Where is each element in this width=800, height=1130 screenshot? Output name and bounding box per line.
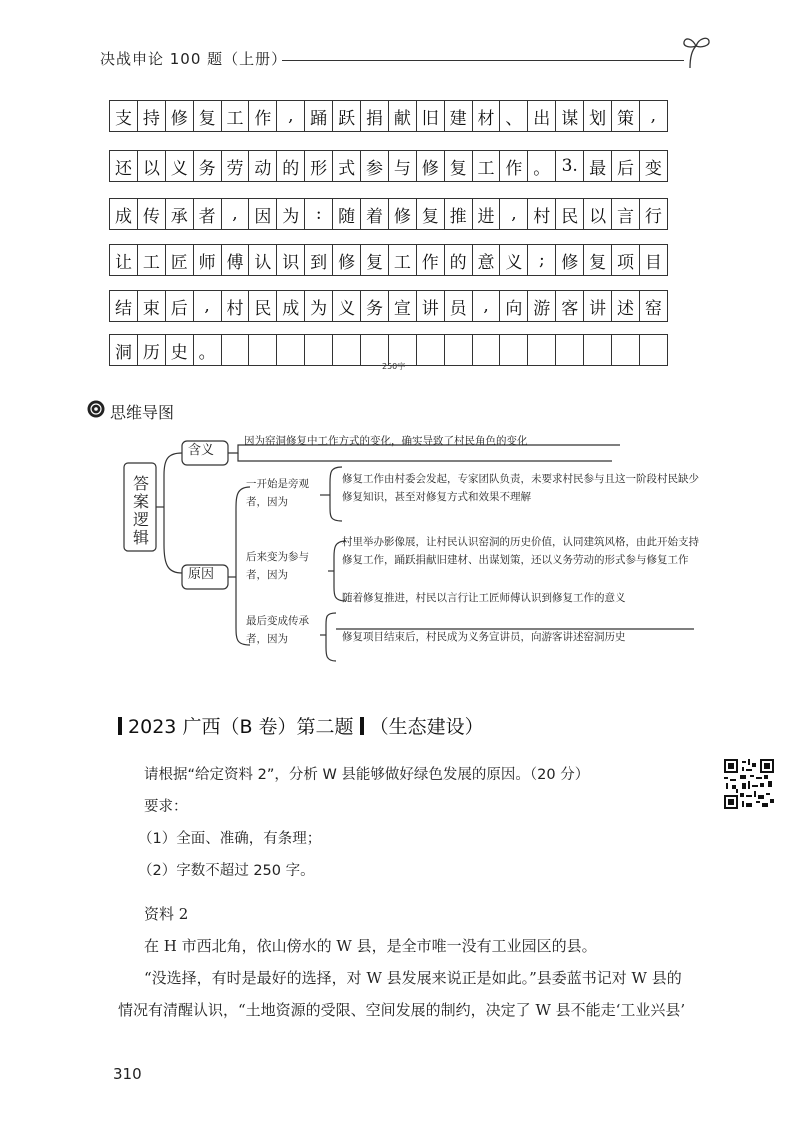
heading-bar: [360, 717, 364, 735]
grid-cell: [304, 334, 333, 366]
grid-cell: 成: [109, 198, 138, 230]
grid-cell: 作: [248, 100, 277, 132]
grid-cell: 复: [444, 150, 473, 182]
requirement-item: （1）全面、准确，有条理；: [138, 831, 322, 847]
grid-cell: 复: [193, 100, 222, 132]
grid-cell: [639, 334, 668, 366]
grid-cell: 讲: [416, 290, 445, 322]
grid-cell: [444, 334, 473, 366]
grid-cell: 的: [276, 150, 305, 182]
grid-cell: [555, 334, 584, 366]
grid-cell: 意: [472, 244, 501, 276]
grid-cell: 。: [193, 334, 222, 366]
grid-cell: ,: [193, 290, 222, 322]
grid-cell: 谋: [555, 100, 584, 132]
grid-cell: 劳: [221, 150, 250, 182]
grid-cell: 以: [137, 150, 166, 182]
reason-node: 原因: [188, 567, 215, 582]
grid-cell: 民: [248, 290, 277, 322]
grid-cell: 束: [137, 290, 166, 322]
meaning-text: 因为窑洞修复中工作方式的变化，确实导致了村民角色的变化: [244, 435, 528, 447]
stage-reason: 村里举办影像展，让村民认识窑洞的历史价值，认同建筑风格，由此开始支持修复工作，踊跃捐献旧建材、出谋划策，还以义务劳动的形式参与修复工作: [342, 536, 699, 566]
grid-cell: 让: [109, 244, 138, 276]
grid-cell: 推: [444, 198, 473, 230]
grid-cell: 工: [137, 244, 166, 276]
grid-cell: 项: [611, 244, 640, 276]
grid-cell: 目: [639, 244, 668, 276]
grid-cell: ,: [639, 100, 668, 132]
grid-cell: 传: [137, 198, 166, 230]
question-prompt: 请根据“给定资料 2”，分析 W 县能够做好绿色发展的原因。（20 分）: [144, 767, 590, 783]
grid-cell: [276, 334, 305, 366]
grid-cell: 持: [137, 100, 166, 132]
grid-cell: 划: [583, 100, 612, 132]
material-title: 资料 2: [144, 905, 189, 923]
grid-row: [109, 290, 668, 322]
grid-row: [109, 198, 668, 230]
grid-cell: 的: [444, 244, 473, 276]
flower-icon: [87, 400, 105, 418]
grid-row: [109, 244, 668, 276]
grid-cell: 史: [165, 334, 194, 366]
grid-cell: 跃: [332, 100, 361, 132]
grid-cell: 因: [248, 198, 277, 230]
grid-cell: 窑: [639, 290, 668, 322]
grid-cell: ,: [472, 290, 501, 322]
grid-cell: [611, 334, 640, 366]
grid-cell: :: [304, 198, 333, 230]
grid-cell: 客: [555, 290, 584, 322]
grid-cell: [221, 334, 250, 366]
grid-cell: 后: [611, 150, 640, 182]
grid-cell: 献: [388, 100, 417, 132]
grid-cell: 成: [276, 290, 305, 322]
meaning-node: 含义: [188, 443, 215, 458]
grid-row: [109, 100, 668, 132]
grid-cell: 村: [527, 198, 556, 230]
grid-cell: 历: [137, 334, 166, 366]
grid-cell: 行: [639, 198, 668, 230]
grid-cell: 、: [499, 100, 528, 132]
grid-cell: 宣: [388, 290, 417, 322]
grid-cell: 式: [332, 150, 361, 182]
grid-cell: 材: [472, 100, 501, 132]
grid-cell: 复: [360, 244, 389, 276]
grid-cell: 员: [444, 290, 473, 322]
grid-cell: 工: [221, 100, 250, 132]
requirements-title: 要求：: [144, 799, 188, 815]
grid-cell: 着: [360, 198, 389, 230]
grid-cell: 承: [165, 198, 194, 230]
grid-cell: 后: [165, 290, 194, 322]
grid-cell: 村: [221, 290, 250, 322]
grid-cell: 建: [444, 100, 473, 132]
grid-cell: 形: [304, 150, 333, 182]
grid-cell: 到: [304, 244, 333, 276]
grid-cell: ,: [499, 198, 528, 230]
stage-label: 后来变为参与者，因为: [246, 551, 309, 581]
grid-cell: 旧: [416, 100, 445, 132]
grid-cell: [527, 334, 556, 366]
grid-cell: 修: [165, 100, 194, 132]
grid-cell: 师: [193, 244, 222, 276]
grid-cell: [416, 334, 445, 366]
grid-cell: 务: [360, 290, 389, 322]
grid-cell: 讲: [583, 290, 612, 322]
grid-cell: 复: [583, 244, 612, 276]
grid-cell: 工: [472, 150, 501, 182]
grid-cell: ,: [276, 100, 305, 132]
grid-cell: 踊: [304, 100, 333, 132]
grid-cell: 义: [499, 244, 528, 276]
grid-cell: 。: [527, 150, 556, 182]
grid-cell: ,: [221, 198, 250, 230]
grid-cell: 为: [276, 198, 305, 230]
requirement-item: （2）字数不超过 250 字。: [138, 863, 315, 879]
grid-cell: 变: [639, 150, 668, 182]
grid-cell: [499, 334, 528, 366]
grid-cell: ;: [527, 244, 556, 276]
heading-bar: [118, 717, 122, 735]
grid-cell: 最: [583, 150, 612, 182]
question-title: 2023 广西（B 卷）第二题: [128, 716, 354, 738]
grid-cell: 认: [248, 244, 277, 276]
question-tag: （生态建设）: [369, 716, 484, 738]
mindmap-title: 思维导图: [110, 403, 175, 422]
sprout-icon: [682, 34, 712, 70]
grid-cell: 傅: [221, 244, 250, 276]
grid-cell: 洞: [109, 334, 138, 366]
stage-label: 一开始是旁观者，因为: [246, 478, 309, 508]
header-rule: [282, 60, 684, 61]
stage-reason: 修复工作由村委会发起，专家团队负责，未要求村民参与且这一阶段村民缺少修复知识，甚至对修复方式和效果不理解: [342, 473, 699, 503]
grid-cell: 参: [360, 150, 389, 182]
grid-cell: 3.: [555, 150, 584, 182]
grid-cell: 作: [499, 150, 528, 182]
grid-cell: 还: [109, 150, 138, 182]
grid-cell: 与: [388, 150, 417, 182]
grid-cell: 工: [388, 244, 417, 276]
page-number: 310: [113, 1065, 142, 1083]
stage-label: 最后变成传承者，因为: [246, 615, 309, 645]
grid-cell: [583, 334, 612, 366]
grid-cell: 策: [611, 100, 640, 132]
grid-cell: [248, 334, 277, 366]
material-paragraph: 情况有清醒认识，“土地资源的受限、空间发展的制约，决定了 W 县不能走‘工业兴县’: [118, 1001, 686, 1019]
material-paragraph: 在 H 市西北角，依山傍水的 W 县，是全市唯一没有工业园区的县。: [144, 937, 597, 955]
grid-cell: 识: [276, 244, 305, 276]
grid-cell: 者: [193, 198, 222, 230]
grid-row: [109, 150, 668, 182]
grid-cell: 结: [109, 290, 138, 322]
qr-code[interactable]: [724, 759, 774, 809]
grid-cell: 向: [499, 290, 528, 322]
grid-cell: 义: [165, 150, 194, 182]
grid-cell: 随: [332, 198, 361, 230]
grid-cell: 民: [555, 198, 584, 230]
grid-cell: 复: [416, 198, 445, 230]
grid-cell: 修: [332, 244, 361, 276]
grid-cell: 义: [332, 290, 361, 322]
material-paragraph: “没选择，有时是最好的选择，对 W 县发展来说正是如此。”县委蓝书记对 W 县的: [144, 969, 682, 987]
stage-reason: 随着修复推进，村民以言行让工匠师傅认识到修复工作的意义: [342, 592, 626, 604]
grid-cell: 修: [555, 244, 584, 276]
grid-cell: 匠: [165, 244, 194, 276]
grid-cell: 游: [527, 290, 556, 322]
stage-reason: 修复项目结束后，村民成为义务宣讲员，向游客讲述窑洞历史: [342, 631, 626, 643]
grid-cell: 为: [304, 290, 333, 322]
question-heading: [118, 712, 484, 739]
grid-cell: [472, 334, 501, 366]
grid-cell: 作: [416, 244, 445, 276]
grid-cell: 务: [193, 150, 222, 182]
grid-cell: 言: [611, 198, 640, 230]
grid-cell: 述: [611, 290, 640, 322]
grid-cell: 出: [527, 100, 556, 132]
grid-cell: 修: [416, 150, 445, 182]
grid-cell: [332, 334, 361, 366]
grid-cell: 捐: [360, 100, 389, 132]
grid-cell: 修: [388, 198, 417, 230]
grid-cell: 进: [472, 198, 501, 230]
running-header: 决战申论 100 题（上册）: [100, 50, 288, 68]
word-count-marker: 250字: [382, 362, 406, 371]
grid-cell: 动: [248, 150, 277, 182]
grid-cell: 支: [109, 100, 138, 132]
mindmap-root-label: 答案逻辑: [132, 474, 149, 547]
grid-cell: 以: [583, 198, 612, 230]
